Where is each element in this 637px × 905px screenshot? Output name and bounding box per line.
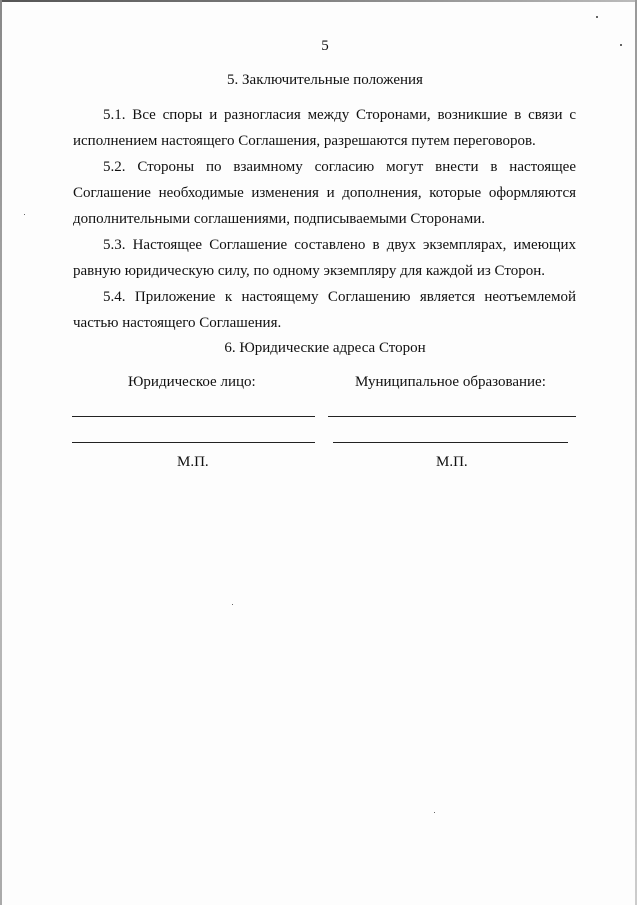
scan-edge-left bbox=[0, 0, 2, 905]
section-6-title: 6. Юридические адреса Сторон bbox=[224, 340, 426, 356]
paragraph-line: равную юридическую силу, по одному экземпляру для каждой из Сторон. bbox=[73, 263, 545, 279]
left-party-label: Юридическое лицо: bbox=[128, 374, 256, 390]
paragraph-5-1 bbox=[73, 102, 576, 154]
paragraph-line: исполнением настоящего Соглашения, разрешаются путем переговоров. bbox=[73, 133, 536, 149]
scan-speck bbox=[232, 604, 233, 605]
left-signature-line bbox=[72, 442, 315, 443]
paragraph-5-3 bbox=[73, 232, 576, 284]
paragraph-line: 5.2. Стороны по взаимному согласию могут внести в настоящее bbox=[103, 159, 576, 175]
paragraph-5-4 bbox=[73, 284, 576, 336]
section-5-title: 5. Заключительные положения bbox=[227, 72, 423, 88]
left-stamp-mark: М.П. bbox=[177, 454, 209, 470]
paragraph-line: 5.3. Настоящее Соглашение составлено в двух экземплярах, имеющих bbox=[103, 237, 576, 253]
scan-speck bbox=[24, 214, 25, 215]
right-signature-line bbox=[328, 416, 576, 417]
scan-speck bbox=[596, 16, 598, 18]
left-signature-line bbox=[72, 416, 315, 417]
paragraph-line: 5.4. Приложение к настоящему Соглашению является неотъемлемой bbox=[103, 289, 576, 305]
paragraph-line: дополнительными соглашениями, подписываемыми Сторонами. bbox=[73, 211, 485, 227]
scan-edge-top bbox=[0, 0, 637, 2]
scan-speck bbox=[434, 812, 435, 813]
paragraph-5-2 bbox=[73, 154, 576, 232]
right-signature-line bbox=[333, 442, 568, 443]
paragraph-line: частью настоящего Соглашения. bbox=[73, 315, 282, 331]
right-stamp-mark: М.П. bbox=[436, 454, 468, 470]
paragraph-line: 5.1. Все споры и разногласия между Сторонами, возникшие в связи с bbox=[103, 107, 576, 123]
right-party-label: Муниципальное образование: bbox=[355, 374, 546, 390]
page-number: 5 bbox=[321, 38, 329, 54]
paragraph-line: Соглашение необходимые изменения и дополнения, которые оформляются bbox=[73, 185, 576, 201]
